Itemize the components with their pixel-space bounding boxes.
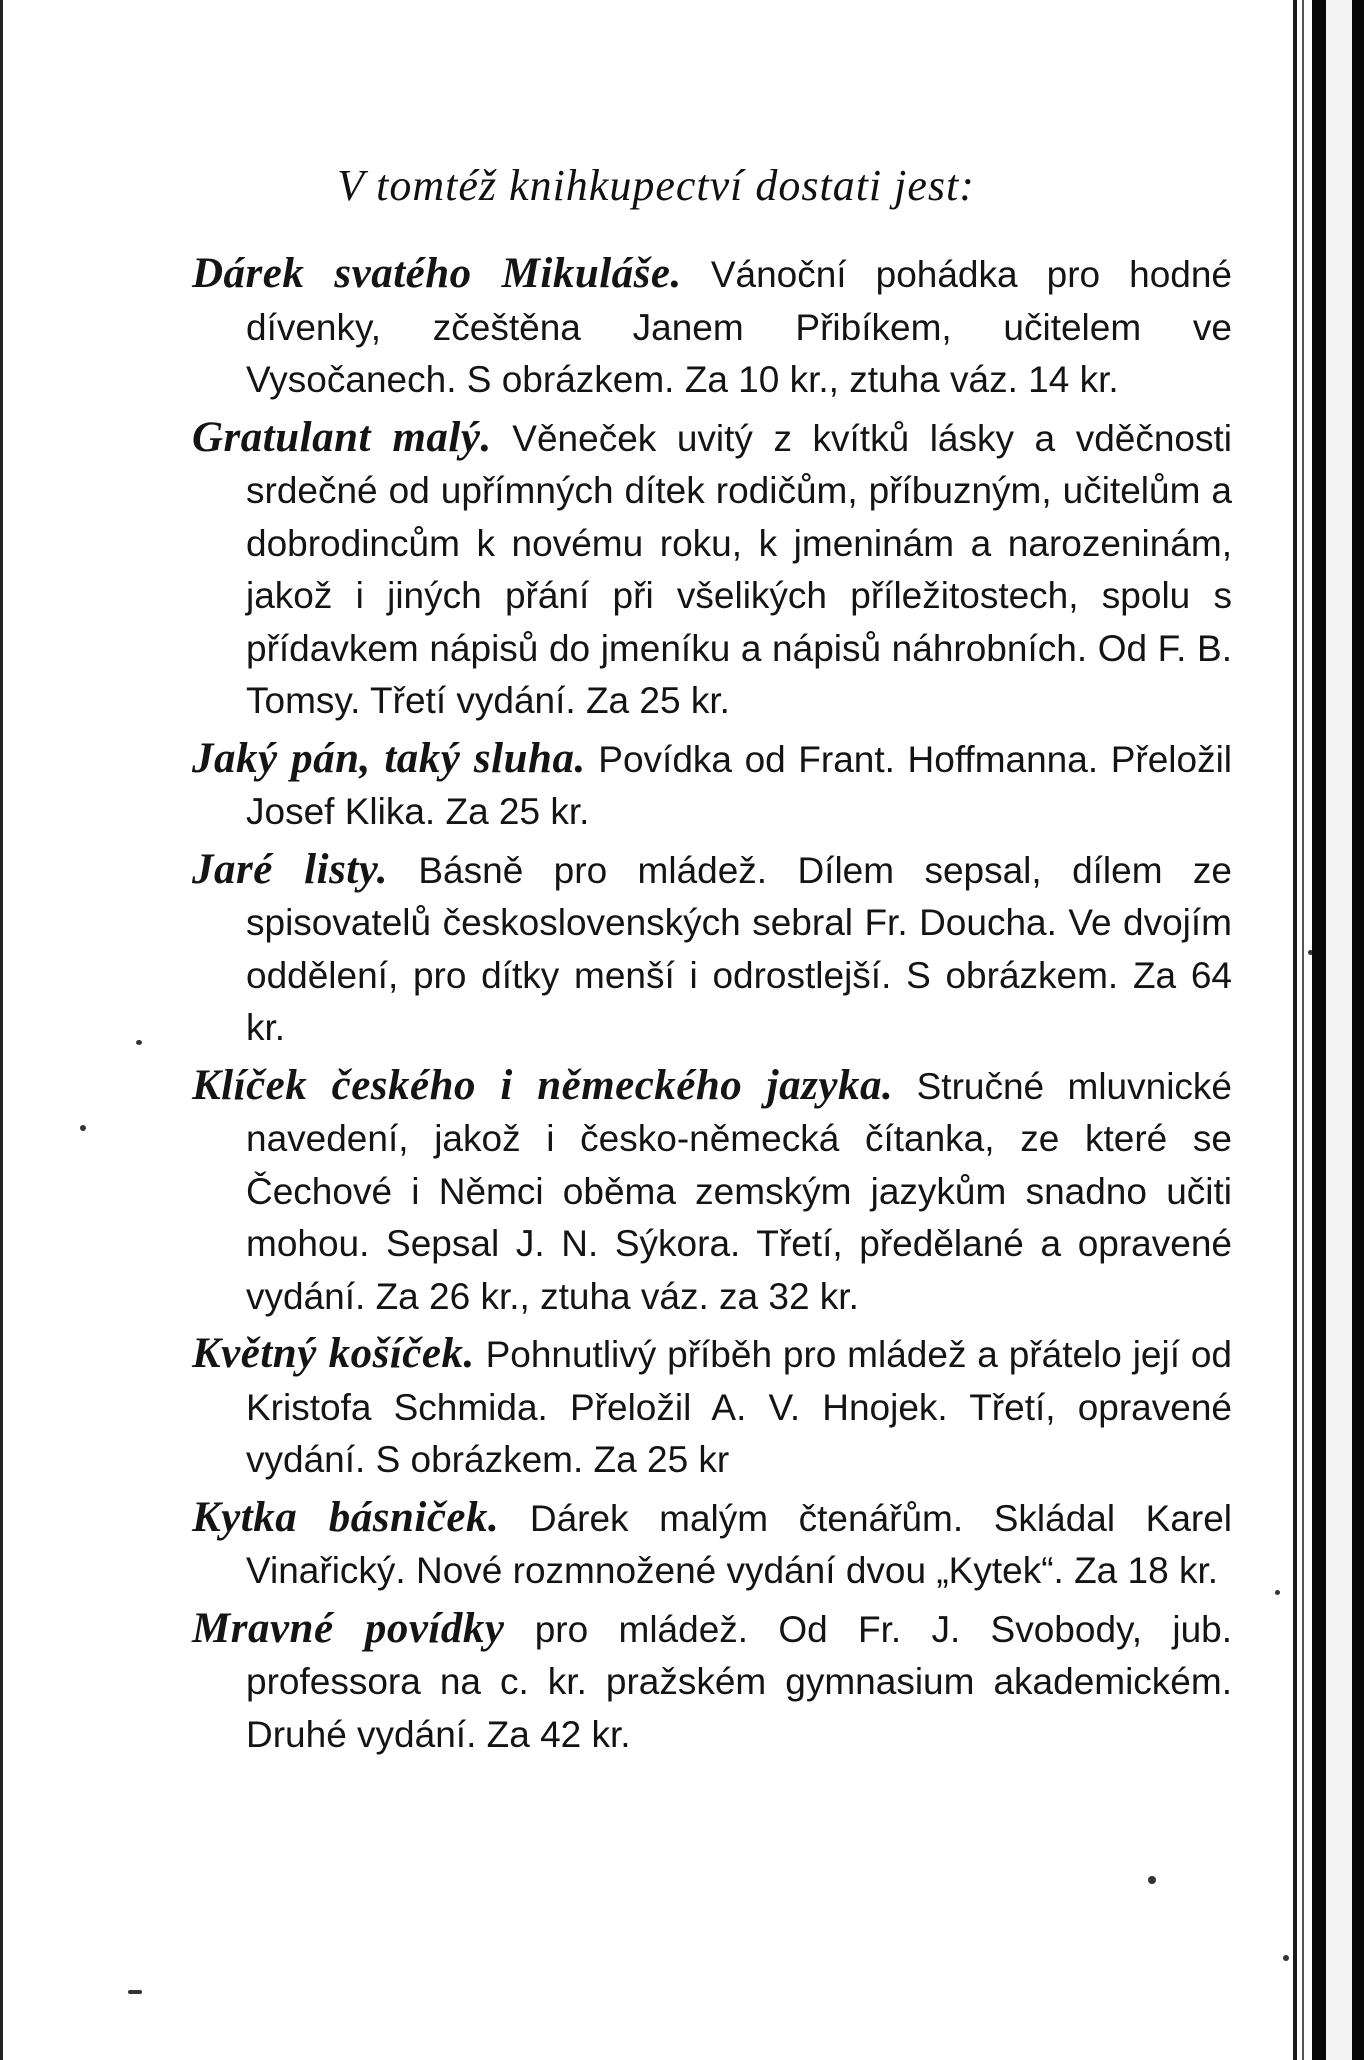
catalog-entry (192, 1060, 1232, 1324)
print-speck (80, 1125, 86, 1131)
entry-text: Povídka od Frant. Hoffmanna. Přeložil Josef Klika. Za 25 kr. (246, 738, 1233, 832)
entry-text: Dárek malým čtenářům. Skládal Karel Vinařický. Nové rozmnožené vydání dvou „Kytek“. Za 18 kr. (246, 1497, 1233, 1591)
entry-title: Jaré listy. (192, 845, 388, 893)
entry-text: Věneček uvitý z kvítků lásky a vděčnosti srdečné od upřímných dítek rodičům, příbuzným, učitelům a dobrodincům k novému roku, k jmeninám a narozeninám, jakož i jiných přání při všelikých příležitostech, spolu s přídavkem nápisů do jmeníku a nápisů náhrobních. Od F. B. Tomsy. Třetí vydání. Za 25 kr. (246, 417, 1233, 721)
entry-text: pro mládež. Od Fr. J. Svobody, jub. professora na c. kr. pražském gymnasium akademickém. Druhé vydání. Za 42 kr. (246, 1608, 1233, 1755)
entry-text: Vánoční pohádka pro hodné dívenky, zčeštěna Janem Přibíkem, učitelem ve Vysočanech. S obrázkem. Za 10 kr., ztuha váz. 14 kr. (246, 254, 1233, 400)
page-left-edge (0, 0, 3, 2060)
catalog-entry (192, 1328, 1232, 1487)
catalog-entry (192, 1492, 1232, 1598)
scan-dark-edge (1312, 0, 1364, 2060)
catalog-entry (192, 733, 1232, 839)
entry-title: Jaký pán, taký sluha. (192, 734, 586, 782)
entry-title: Kytka básniček. (192, 1493, 500, 1541)
catalog-entry (192, 248, 1232, 407)
entry-title: Květný košíček. (192, 1330, 475, 1377)
entry-text: Stručné mluvnické navedení, jakož i česko-německá čítanka, ze které se Čechové i Němci oběma zemským jazykům snadno učiti mohou. Sepsal J. N. Sýkora. Třetí, předělané a opravené vydání. Za 26 kr., ztuha váz. za 32 kr. (246, 1065, 1233, 1317)
print-speck (1148, 1876, 1156, 1884)
scan-edge-strip (1326, 0, 1352, 2060)
catalog-entry (192, 412, 1232, 728)
entry-title: Dárek svatého Mikuláše. (192, 250, 682, 297)
entry-text: Pohnutlivý příběh pro mládež a přátelo její od Kristofa Schmida. Přeložil A. V. Hnojek. Třetí, opravené vydání. S obrázkem. Za 25 kr (246, 1334, 1232, 1480)
entry-text: Básně pro mládež. Dílem sepsal, dílem ze spisovatelů československých sebral Fr. Doucha. Ve dvojím oddělení, pro dítky menší i odrostlejší. S obrázkem. Za 64 kr. (246, 849, 1232, 1048)
entry-title: Klíček českého i německého jazyka. (192, 1061, 894, 1109)
page-right-rule-thin (1302, 0, 1304, 2060)
catalog-entry (192, 1603, 1232, 1762)
print-speck (128, 1990, 142, 1994)
catalog-entry (192, 844, 1232, 1055)
page-right-rule (1293, 0, 1297, 2060)
print-speck (136, 1040, 142, 1045)
page-heading: V tomtéž knihkupectví dostati jest: (337, 161, 975, 210)
entry-title: Mravné povídky (192, 1604, 505, 1652)
print-speck (1283, 1955, 1289, 1961)
entry-title: Gratulant malý. (192, 413, 492, 461)
catalog-list (192, 248, 1232, 1766)
print-speck (1275, 1590, 1280, 1595)
